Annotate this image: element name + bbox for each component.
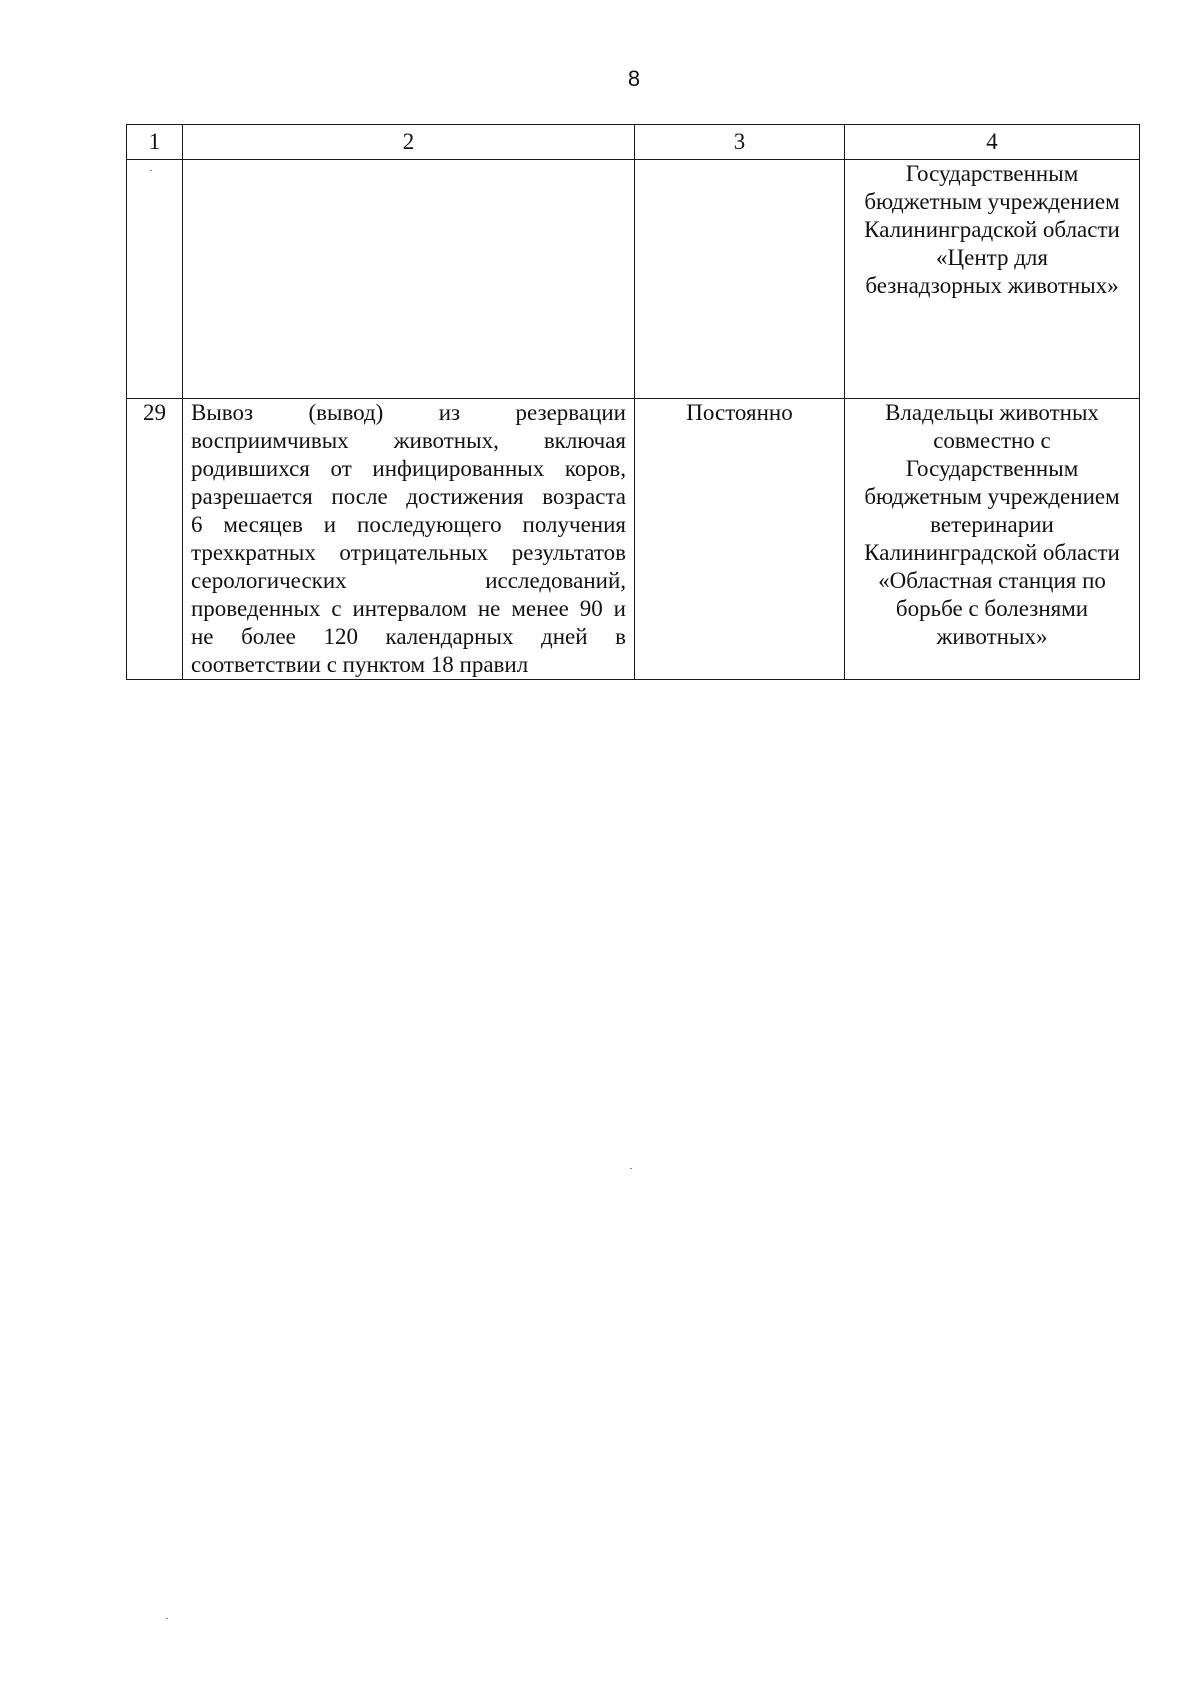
measure-line: восприимчивых животных, включая	[191, 428, 626, 453]
scan-speck	[166, 1618, 168, 1619]
responsible-line: «Центр для	[936, 245, 1048, 270]
row-number	[127, 160, 183, 399]
header-col-4: 4	[845, 125, 1140, 160]
deadline-cell: Постоянно	[635, 399, 845, 680]
table-header-row	[127, 125, 1140, 160]
page-number: 8	[627, 66, 641, 91]
scan-speck	[150, 170, 152, 171]
responsible-line: совместно с	[933, 428, 1051, 453]
responsible-line: животных»	[936, 624, 1048, 649]
responsible-line: борьбе с болезнями	[895, 596, 1089, 621]
responsible-line: бюджетным учреждением	[864, 189, 1120, 214]
measures-table	[126, 124, 1140, 680]
responsible-line: Владельцы животных	[885, 400, 1099, 425]
measure-line: родившихся от инфицированных коров,	[191, 456, 626, 481]
measure-line: соответствии с пунктом 18 правил	[191, 652, 529, 677]
responsible-line: бюджетным учреждением	[864, 484, 1120, 509]
header-col-3: 3	[635, 125, 845, 160]
responsible-cell	[845, 399, 1140, 680]
table-row	[127, 399, 1140, 680]
measure-line: серологических исследований,	[191, 568, 626, 593]
measure-line: разрешается после достижения возраста	[191, 484, 626, 509]
deadline-cell	[635, 160, 845, 399]
scan-speck	[630, 1168, 632, 1169]
header-col-1: 1	[127, 125, 183, 160]
measure-cell	[183, 399, 635, 680]
row-number: 29	[127, 399, 183, 680]
header-col-2: 2	[183, 125, 635, 160]
measure-line: не более 120 календарных дней в	[191, 624, 626, 649]
measure-cell	[183, 160, 635, 399]
responsible-line: Калининградской области	[864, 217, 1120, 242]
responsible-line: безнадзорных животных»	[865, 273, 1119, 298]
responsible-line: Калининградской области	[864, 540, 1120, 565]
measure-line: 6 месяцев и последующего получения	[191, 512, 626, 537]
responsible-line: Государственным	[905, 161, 1079, 186]
responsible-cell	[845, 160, 1140, 399]
measure-line: Вывоз (вывод) из резервации	[191, 400, 626, 425]
table-row	[127, 160, 1140, 399]
responsible-line: «Областная станция по	[878, 568, 1106, 593]
measure-line: трехкратных отрицательных результатов	[191, 540, 626, 565]
measure-line: проведенных с интервалом не менее 90 и	[191, 596, 626, 621]
responsible-line: Государственным	[905, 456, 1079, 481]
responsible-line: ветеринарии	[930, 512, 1054, 537]
